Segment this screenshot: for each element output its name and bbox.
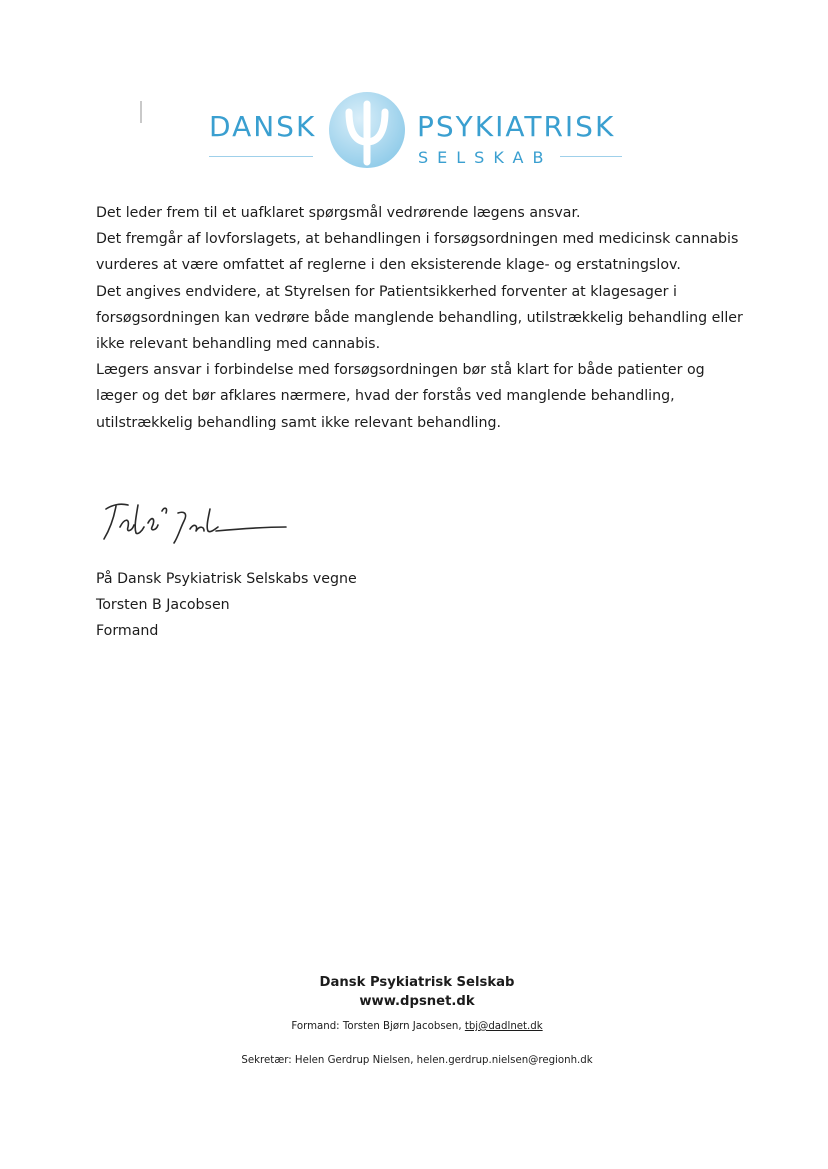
footer-chair-line bbox=[0, 1021, 828, 1032]
signer-title: Formand bbox=[96, 623, 159, 640]
logo-rule-left bbox=[209, 156, 313, 157]
psi-emblem-icon bbox=[327, 90, 407, 170]
letter-body bbox=[96, 200, 746, 436]
logo-rule-right bbox=[560, 156, 622, 157]
body-paragraph: Lægers ansvar i forbindelse med forsøgsordningen bør stå klart for både patienter og læger og det bør afklares nærmere, hvad der forstås ved manglende behandling, utilstrækkelig behandling samt ikke relevant behandling. bbox=[96, 362, 705, 431]
body-paragraph: Det leder frem til et uafklaret spørgsmål vedrørende lægens ansvar. bbox=[96, 205, 581, 221]
body-paragraph: Det angives endvidere, at Styrelsen for Patientsikkerhed forventer at klagesager i forsøgsordningen kan vedrøre både manglende behandling, utilstrækkelig behandling eller ikke relevant behandling med cannabis. bbox=[96, 283, 743, 353]
logo-word-selskab: SELSKAB bbox=[418, 148, 553, 167]
footer-chair-text: Formand: Torsten Bjørn Jacobsen, bbox=[291, 1021, 465, 1032]
logo-word-dansk: DANSK bbox=[209, 110, 317, 143]
closing-block bbox=[96, 566, 357, 645]
handwritten-signature bbox=[98, 497, 288, 547]
logo-word-psykiatrisk: PSYKIATRISK bbox=[417, 110, 616, 143]
footer-organization: Dansk Psykiatrisk Selskab bbox=[319, 975, 515, 990]
footer-website-link[interactable]: www.dpsnet.dk bbox=[359, 994, 475, 1009]
letter-footer bbox=[0, 973, 828, 1066]
on-behalf-line: På Dansk Psykiatrisk Selskabs vegne bbox=[96, 571, 357, 587]
society-logo bbox=[0, 80, 828, 180]
footer-chair-email-link[interactable]: tbj@dadlnet.dk bbox=[464, 1021, 543, 1032]
signer-name: Torsten B Jacobsen bbox=[96, 597, 230, 614]
footer-secretary-line: Sekretær: Helen Gerdrup Nielsen, helen.gerdrup.nielsen@regionh.dk bbox=[241, 1055, 593, 1066]
body-paragraph: Det fremgår af lovforslagets, at behandlingen i forsøgsordningen med medicinsk cannabis vurderes at være omfattet af reglerne i den eksisterende klage- og erstatningslov. bbox=[96, 231, 739, 274]
